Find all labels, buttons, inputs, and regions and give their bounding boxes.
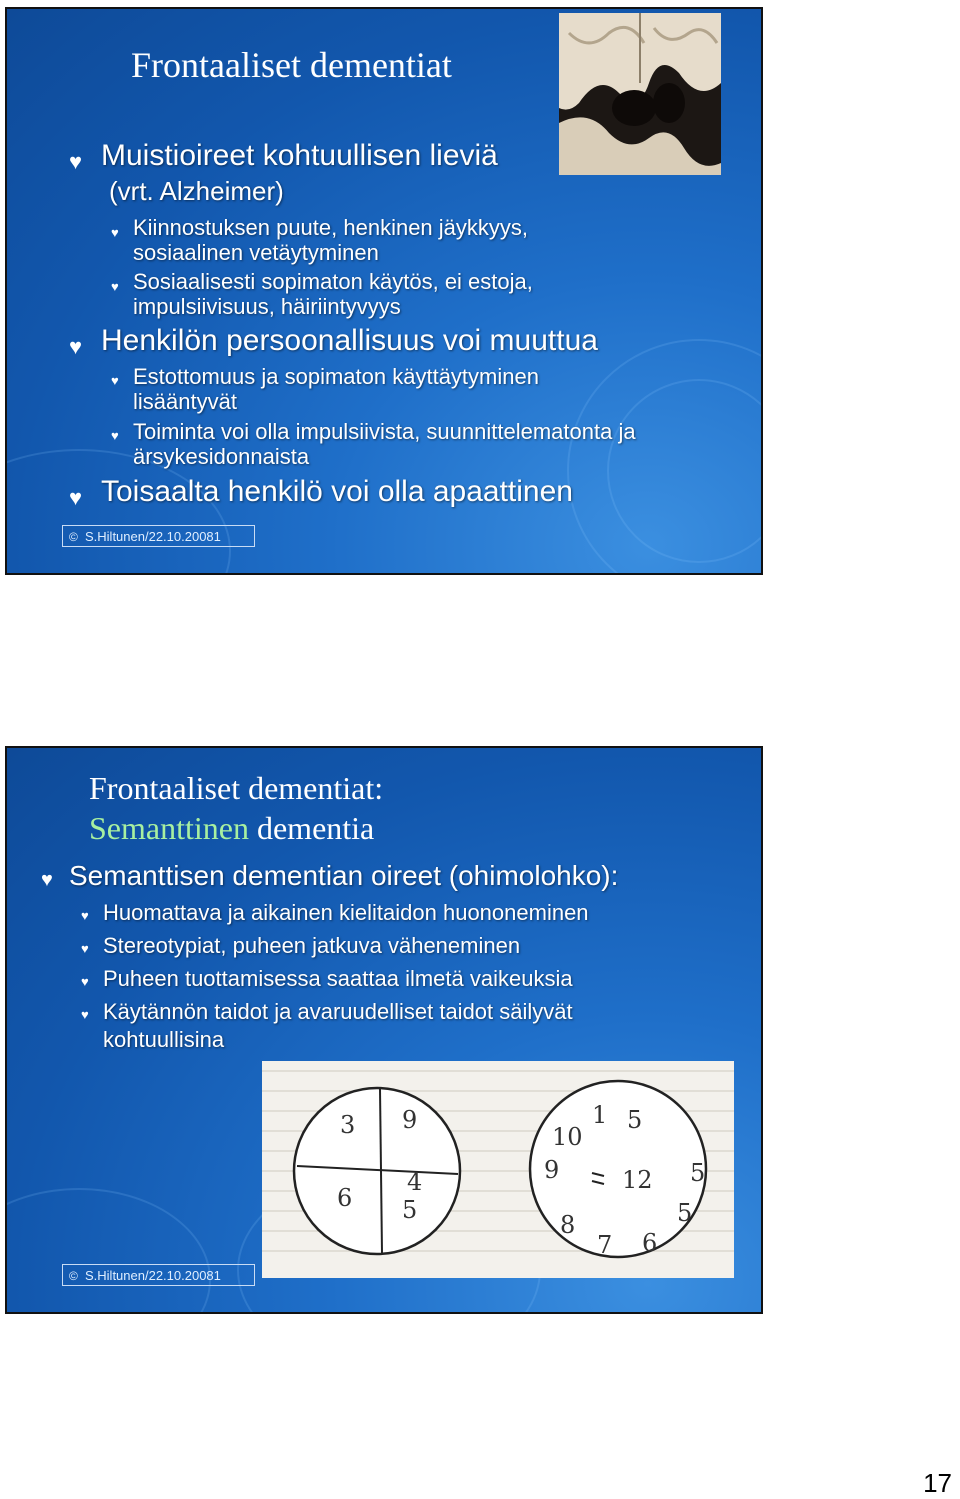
- sub-bullet-text: Käytännön taidot ja avaruudelliset taidot säilyvät: [103, 999, 573, 1024]
- sub-bullet-text: Huomattava ja aikainen kielitaidon huononeminen: [103, 900, 589, 925]
- slide-title: Frontaaliset dementiat: [131, 45, 452, 85]
- sub-bullet-text: Stereotypiat, puheen jatkuva väheneminen: [103, 933, 521, 958]
- bullet-text: Toisaalta henkilö voi olla apaattinen: [101, 475, 573, 508]
- sub-bullet-text: Puheen tuottamisessa saattaa ilmetä vaikeuksia: [103, 966, 573, 991]
- sub-bullet-text: Kiinnostuksen puute, henkinen jäykkyys,: [133, 215, 529, 240]
- clock-digit: 9: [402, 1106, 418, 1134]
- sub-bullet-text: kohtuullisina: [103, 1027, 225, 1052]
- clock-digit: 8: [560, 1211, 576, 1239]
- slide-footer: [62, 525, 255, 547]
- clock-digit: 1: [592, 1101, 608, 1129]
- clock-drawing-image: [262, 1061, 734, 1278]
- clock-digit: 4: [407, 1168, 423, 1196]
- clock-digit: 6: [642, 1229, 658, 1257]
- heart-bullet-icon: ♥: [69, 485, 83, 510]
- sub-bullet-text: sosiaalinen vetäytyminen: [133, 240, 379, 265]
- clock-digit: 7: [597, 1231, 613, 1259]
- heart-bullet-icon: ♥: [69, 149, 83, 174]
- clock-digit: 5: [402, 1196, 418, 1224]
- page-number: 17: [923, 1468, 952, 1498]
- sub-bullet-text: Estottomuus ja sopimaton käyttäytyminen: [133, 364, 539, 389]
- clock-digit: 5: [677, 1199, 693, 1227]
- sub-bullet-text: ärsykesidonnaista: [133, 444, 310, 469]
- copyright-icon: ©: [69, 1269, 78, 1283]
- heart-bullet-icon: ♥: [81, 908, 89, 923]
- clock-digit: 6: [337, 1184, 353, 1212]
- footer-text: S.Hiltunen/22.10.20081: [85, 1268, 221, 1283]
- clock-digit: 10: [552, 1123, 583, 1151]
- copyright-icon: ©: [69, 530, 78, 544]
- brain-scan-image: [559, 13, 721, 175]
- subtitle-rest: dementia: [248, 810, 375, 846]
- clock-digit: 5: [690, 1159, 706, 1187]
- heart-bullet-icon: ♥: [81, 974, 89, 989]
- slide-2: [5, 746, 763, 1314]
- bullet-text: Semanttisen dementian oireet (ohimolohko):: [69, 860, 619, 891]
- subtitle-accent: Semanttinen: [89, 810, 249, 846]
- slide-subtitle: [89, 810, 374, 847]
- bullet-text: Muistioireet kohtuullisen lieviä: [101, 139, 498, 172]
- sub-bullet-text: Toiminta voi olla impulsiivista, suunnittelematonta ja: [133, 419, 636, 444]
- footer-text: S.Hiltunen/22.10.20081: [85, 529, 221, 544]
- bullet-text: (vrt. Alzheimer): [109, 176, 284, 206]
- heart-bullet-icon: ♥: [111, 225, 119, 240]
- clock-digit: 9: [544, 1156, 560, 1184]
- heart-bullet-icon: ♥: [111, 279, 119, 294]
- sub-bullet-text: Sosiaalisesti sopimaton käytös, ei estoja,: [133, 269, 533, 294]
- heart-bullet-icon: ♥: [81, 1007, 89, 1022]
- heart-bullet-icon: ♥: [41, 869, 53, 891]
- slide-footer: [62, 1264, 255, 1286]
- clock-digit: 5: [627, 1106, 643, 1134]
- heart-bullet-icon: ♥: [111, 428, 119, 443]
- heart-bullet-icon: ♥: [81, 941, 89, 956]
- sub-bullet-text: lisääntyvät: [133, 389, 237, 414]
- bullet-text: Henkilön persoonallisuus voi muuttua: [101, 324, 598, 357]
- slide-1: [5, 7, 763, 575]
- slide-title: Frontaaliset dementiat:: [89, 770, 384, 806]
- ripple-decoration: [5, 1188, 211, 1314]
- clock-digit: 12: [622, 1166, 653, 1194]
- heart-bullet-icon: ♥: [111, 373, 119, 388]
- heart-bullet-icon: ♥: [69, 334, 83, 359]
- clock-digit: 3: [340, 1111, 356, 1139]
- sub-bullet-text: impulsiivisuus, häiriintyvyys: [133, 294, 401, 319]
